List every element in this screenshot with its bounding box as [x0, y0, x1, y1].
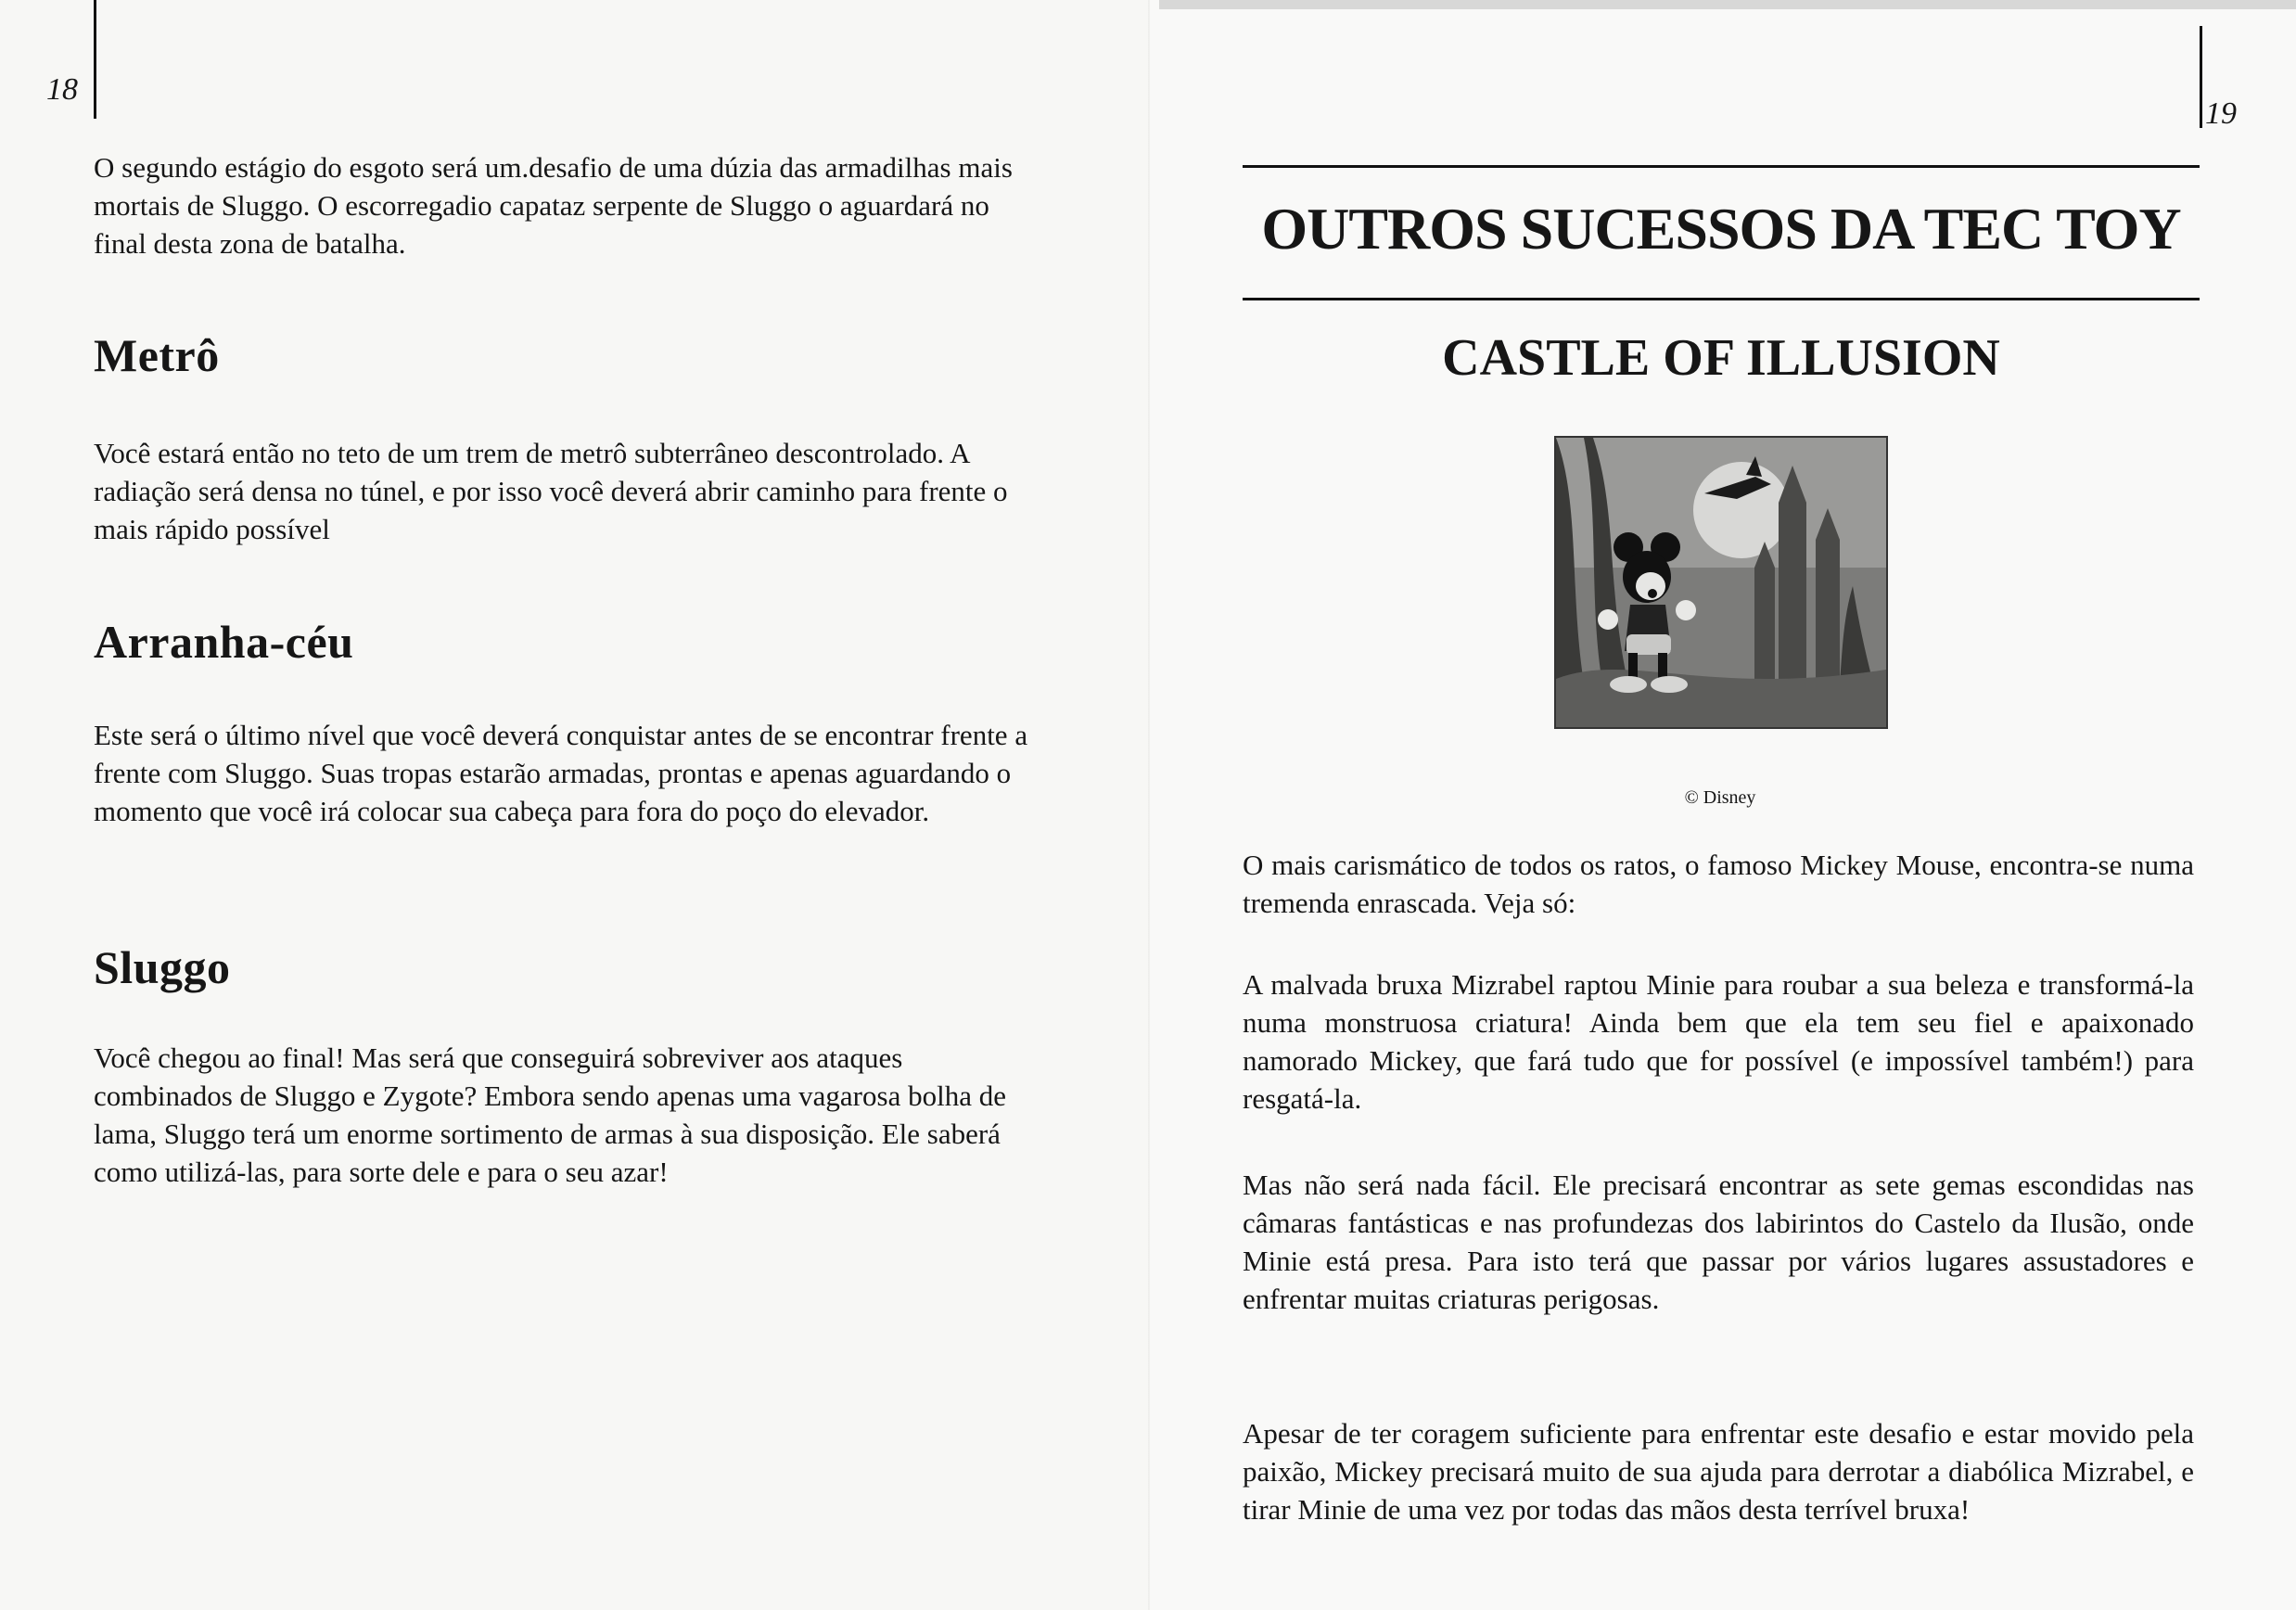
section-text-arranha-ceu: Este será o último nível que você deverá conquistar antes de se encontrar frente a frente com Sluggo. Suas tropas estarão armadas, prontas e apenas aguardando o momento que você irá colocar sua cabeça para fora do poço do elevador.: [94, 719, 1028, 827]
section-text-sluggo: Você chegou ao final! Mas será que conseguirá sobreviver aos ataques combinados de Sluggo e Zygote? Embora sendo apenas uma vagarosa bolha de lama, Sluggo terá um enorme sortimento de armas à sua disposição. Ele saberá como utilizá-las, para sorte dele e para o seu azar!: [94, 1041, 1006, 1188]
intro-paragraph: O segundo estágio do esgoto será um.desafio de uma dúzia das armadilhas mais mortais de Sluggo. O escorregadio capataz serpente de Sluggo o aguardará no final desta zona de batalha.: [94, 151, 1013, 260]
right-page-margin-line: [2200, 26, 2202, 128]
paragraph-closing: Apesar de ter coragem suficiente para enfrentar este desafio e estar movido pela paixão, Mickey precisará muito de sua ajuda para derrotar a diabólica Mizrabel, e tirar Minie de uma vez por todas das mãos desta terrível bruxa!: [1243, 1417, 2194, 1526]
game-title: CASTLE OF ILLUSION: [1442, 329, 2000, 387]
title-rule-bottom: [1243, 298, 2200, 300]
paragraph-intro: O mais carismático de todos os ratos, o famoso Mickey Mouse, encontra-se numa tremenda enrascada. Veja só:: [1243, 849, 2194, 919]
page-top-edge: [1159, 0, 2296, 9]
section-heading-metro: Metrô: [94, 329, 220, 381]
title-rule-top: [1243, 165, 2200, 168]
image-copyright-caption: © Disney: [1684, 787, 1756, 808]
left-page-margin-line: [94, 0, 96, 119]
section-text-metro: Você estará então no teto de um trem de metrô subterrâneo descontrolado. A radiação será densa no túnel, e por isso você deverá abrir caminho para frente o mais rápido possível: [94, 437, 1008, 545]
section-heading-arranha-ceu: Arranha-céu: [94, 616, 354, 668]
section-heading-sluggo: Sluggo: [94, 941, 231, 993]
castle-of-illusion-artwork: [1554, 436, 1888, 729]
left-page-number: 18: [46, 72, 78, 107]
paragraph-challenge: Mas não será nada fácil. Ele precisará encontrar as sete gemas escondidas nas câmaras fantásticas e nas profundezas dos labirintos do Castelo da Ilusão, onde Minie está presa. Para isto terá que passar por vários lugares assustadores e enfrentar muitas criaturas perigosas.: [1243, 1169, 2194, 1315]
page-title: OUTROS SUCESSOS DA TEC TOY: [1261, 196, 2181, 262]
right-page-number: 19: [2205, 96, 2237, 131]
paragraph-story: A malvada bruxa Mizrabel raptou Minie para roubar a sua beleza e transformá-la numa monstruosa criatura! Ainda bem que ela tem seu fiel e apaixonado namorado Mickey, que fará tudo que for possível (e impossível também!) para resgatá-la.: [1243, 968, 2194, 1115]
